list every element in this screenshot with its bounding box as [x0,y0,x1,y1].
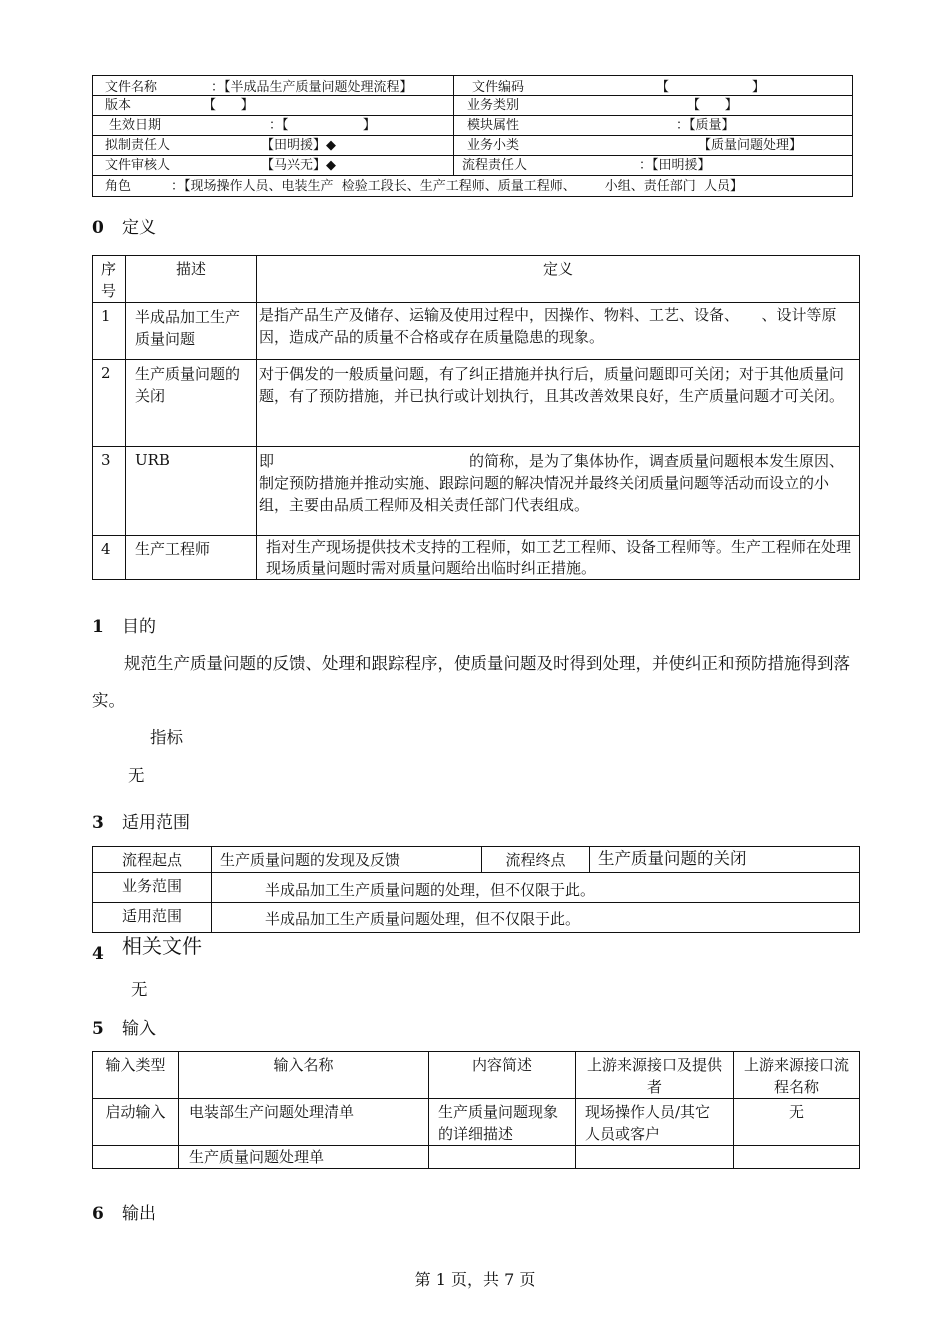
biz-subclass-label: 业务小类 [467,138,520,153]
apply-scope-value: 半成品加工生产质量问题处理，但不仅限于此。 [212,903,860,933]
version-value: 【 】 [203,98,254,113]
section-5-number: 5 [92,1019,104,1039]
drafter-label: 拟制责任人 [105,138,171,153]
input-row-1-name: 电装部生产问题处理清单 [179,1099,429,1146]
input-row-2-process [734,1146,860,1169]
row-3-seq: 3 [93,447,126,536]
module-value: ：【质量】 [676,118,735,133]
file-name-value: ：【半成品生产质量问题处理流程】 [211,80,413,95]
row-4-desc: 生产工程师 [126,536,257,580]
upstream-provider-header: 上游来源接口及提供者 [576,1052,734,1099]
process-start-value: 生产质量问题的发现及反馈 [212,847,482,873]
input-row-1-process: 无 [734,1099,860,1146]
section-4-heading [92,930,202,964]
process-owner-value: ：【田明援】 [639,158,711,173]
page-number: 第 1 页，共 7 页 [414,1270,536,1289]
section-0-heading [92,213,156,238]
content-summary-header: 内容简述 [429,1052,576,1099]
section-1-body: 规范生产质量问题的反馈、处理和跟踪程序，使质量问题及时得到处理，并使纠正和预防措施得到落实。 [92,654,850,710]
col-def-header: 定义 [257,256,860,303]
input-type-header: 输入类型 [93,1052,179,1099]
document-header-table [92,75,853,197]
version-label: 版本 [105,98,132,113]
biz-scope-label: 业务范围 [93,873,212,903]
file-code-cell [454,76,853,96]
section-4-number: 4 [92,944,104,964]
input-name-header: 输入名称 [179,1052,429,1099]
input-row-2-summary [429,1146,576,1169]
version-cell [93,96,454,116]
section-5-heading [92,1014,156,1039]
input-row-1-type: 启动输入 [93,1099,179,1146]
scope-table [92,846,860,933]
row-1-desc: 半成品加工生产质量问题 [126,303,257,360]
input-table [92,1051,860,1169]
roles-label: 角色 [105,179,132,194]
file-code-label: 文件编码 [472,80,525,95]
input-row-2-name: 生产质量问题处理单 [179,1146,429,1169]
drafter-cell [93,136,454,156]
input-row-1-provider: 现场操作人员/其它人员或客户 [576,1099,734,1146]
biz-type-cell [454,96,853,116]
reviewer-value: 【马兴无】◆ [261,158,336,173]
apply-scope-label: 适用范围 [93,903,212,933]
section-6-title: 输出 [122,1204,156,1224]
row-4-def: 指对生产现场提供技术支持的工程师，如工艺工程师、设备工程师等。生产工程师在处理现场质量问题时需对质量问题给出临时纠正措施。 [257,536,860,580]
section-6-heading [92,1199,156,1224]
section-0-number: 0 [92,218,104,238]
section-1-heading [92,612,156,637]
process-start-label: 流程起点 [93,847,212,873]
biz-type-label: 业务类别 [467,98,520,113]
roles-cell [93,176,853,197]
reviewer-label: 文件审核人 [105,158,171,173]
row-3-def: 即 的简称，是为了集体协作，调查质量问题根本发生原因、制定预防措施并推动实施、跟踪问题的解决情况并最终关闭质量问题等活动而设立的小组，主要由品质工程师及相关责任部门代表组成。 [257,447,860,536]
file-code-open: 【 [656,80,670,95]
module-cell [454,116,853,136]
row-2-def: 对于偶发的一般质量问题，有了纠正措施并执行后，质量问题即可关闭；对于其他质量问题，有了预防措施，并已执行或计划执行，且其改善效果良好，生产质量问题才可关闭。 [257,360,860,447]
section-5-title: 输入 [122,1019,156,1039]
effective-date-label: 生效日期 [109,118,162,133]
input-row-1-summary: 生产质量问题现象的详细描述 [429,1099,576,1146]
row-1-seq: 1 [93,303,126,360]
input-row-2-type [93,1146,179,1169]
section-0-title: 定义 [122,218,156,238]
row-4-seq: 4 [93,536,126,580]
col-desc-header: 描述 [126,256,257,303]
process-owner-label: 流程责任人 [462,158,528,173]
section-6-number: 6 [92,1204,104,1224]
section-3-number: 3 [92,813,104,833]
effective-date-value: ：【 】 [269,118,376,133]
drafter-value: 【田明援】◆ [261,138,336,153]
roles-value: ：【现场操作人员、电装生产 检验工段长、生产工程师、质量工程师、 小组、责任部门 人员】 [171,179,743,194]
row-3-desc: URB [126,447,257,536]
module-label: 模块属性 [467,118,520,133]
process-end-label: 流程终点 [482,847,590,873]
col-seq-header: 序号 [93,256,126,303]
section-2-body: 无 [128,766,145,785]
section-2-title: 指标 [150,728,183,747]
file-code-close: 】 [752,80,766,95]
biz-scope-value: 半成品加工生产质量问题的处理，但不仅限于此。 [212,873,860,903]
file-name-cell [93,76,454,96]
input-row-2-provider [576,1146,734,1169]
reviewer-cell [93,156,454,176]
process-end-value: 生产质量问题的关闭 [590,847,860,873]
section-3-title: 适用范围 [122,813,190,833]
row-2-desc: 生产质量问题的关闭 [126,360,257,447]
section-1-title: 目的 [122,617,156,637]
section-4-title: 相关文件 [122,934,202,958]
row-2-seq: 2 [93,360,126,447]
biz-subclass-value: 【质量问题处理】 [698,138,803,153]
file-name-label: 文件名称 [105,80,158,95]
row-1-def: 是指产品生产及储存、运输及使用过程中，因操作、物料、工艺、设备、 、设计等原因，造成产品的质量不合格或存在质量隐患的现象。 [257,303,860,360]
definition-table [92,255,860,580]
effective-date-cell [93,116,454,136]
section-3-heading [92,808,190,833]
upstream-process-header: 上游来源接口流程名称 [734,1052,860,1099]
process-owner-cell [454,156,853,176]
biz-type-value: 【 】 [687,98,738,113]
section-1-number: 1 [92,617,104,637]
biz-subclass-cell [454,136,853,156]
section-4-body: 无 [131,980,148,999]
